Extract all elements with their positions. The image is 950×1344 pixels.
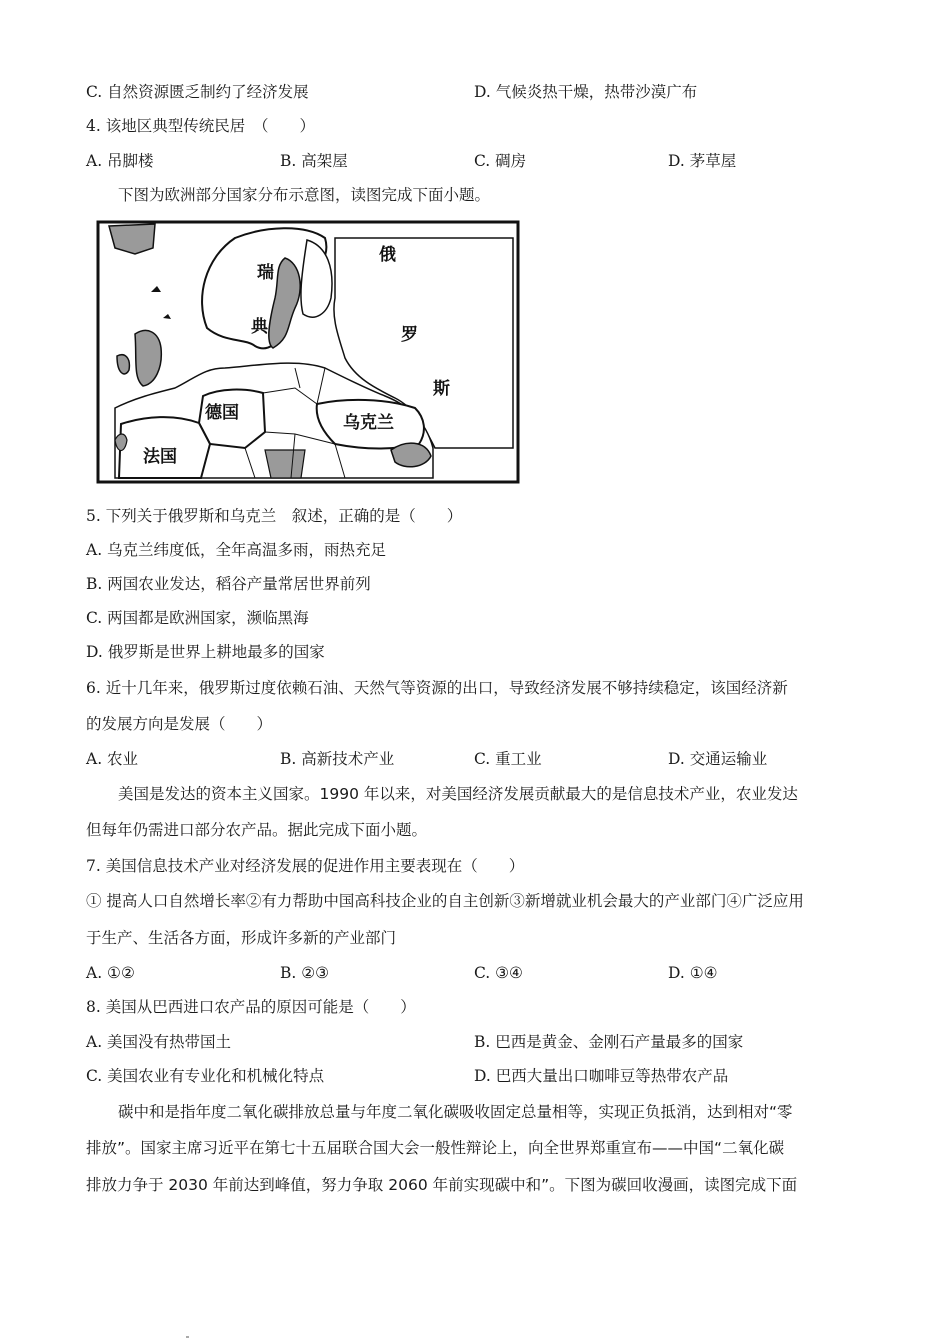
label-russia-2: 罗 bbox=[401, 325, 418, 345]
q8-stem: 8. 美国从巴西进口农产品的原因可能是（ ） bbox=[86, 998, 416, 1016]
q4-option-b: B. 高架屋 bbox=[280, 152, 348, 170]
q7-option-d: D. ①④ bbox=[668, 964, 718, 982]
q5-option-b: B. 两国农业发达，稻谷产量常居世界前列 bbox=[86, 575, 371, 593]
label-russia-3: 斯 bbox=[433, 379, 450, 399]
q3-option-c: C. 自然资源匮乏制约了经济发展 bbox=[86, 83, 309, 101]
q8-option-a: A. 美国没有热带国土 bbox=[86, 1033, 232, 1051]
q8-option-d: D. 巴西大量出口咖啡豆等热带农产品 bbox=[474, 1067, 729, 1085]
q5-option-c: C. 两国都是欧洲国家，濒临黑海 bbox=[86, 609, 309, 627]
q6-option-d: D. 交通运输业 bbox=[668, 750, 768, 768]
q6-stem-line-2: 的发展方向是发展（ ） bbox=[86, 715, 273, 733]
q8-option-c: C. 美国农业有专业化和机械化特点 bbox=[86, 1067, 325, 1085]
q4-option-d: D. 茅草屋 bbox=[668, 152, 737, 170]
q6-option-b: B. 高新技术产业 bbox=[280, 750, 395, 768]
q7-option-a: A. ①② bbox=[86, 964, 135, 982]
q7-option-b: B. ②③ bbox=[280, 964, 330, 982]
black-sea bbox=[391, 443, 431, 467]
carbon-intro-line-1: 碳中和是指年度二氧化碳排放总量与年度二氧化碳吸收固定总量相等，实现正负抵消，达到相对“零 bbox=[118, 1103, 793, 1121]
q6-stem-line-1: 6. 近十几年来，俄罗斯过度依赖石油、天然气等资源的出口，导致经济发展不够持续稳定，该国经济新 bbox=[86, 679, 788, 697]
q6-option-a: A. 农业 bbox=[86, 750, 139, 768]
bay-of-biscay bbox=[115, 434, 127, 451]
q7-items-line-2: 于生产、生活各方面，形成许多新的产业部门 bbox=[86, 929, 397, 947]
q3-option-d: D. 气候炎热干燥，热带沙漠广布 bbox=[474, 83, 698, 101]
q7-stem: 7. 美国信息技术产业对经济发展的促进作用主要表现在（ ） bbox=[86, 857, 525, 875]
label-sweden-1: 瑞 bbox=[257, 263, 274, 283]
q4-option-c: C. 碉房 bbox=[474, 152, 527, 170]
footer-mark bbox=[186, 1336, 189, 1338]
q6-option-c: C. 重工业 bbox=[474, 750, 542, 768]
q5-stem: 5. 下列关于俄罗斯和乌克兰 叙述，正确的是（ ） bbox=[86, 507, 463, 525]
label-france: 法国 bbox=[143, 447, 177, 467]
usa-intro-line-2: 但每年仍需进口部分农产品。据此完成下面小题。 bbox=[86, 821, 428, 839]
label-sweden-2: 典 bbox=[251, 317, 268, 337]
label-germany: 德国 bbox=[205, 403, 239, 423]
q4-stem: 4. 该地区典型传统民居 （ ） bbox=[86, 117, 315, 135]
europe-map bbox=[95, 218, 523, 486]
europe-intro: 下图为欧洲部分国家分布示意图，读图完成下面小题。 bbox=[118, 186, 491, 204]
q7-items-line-1: ① 提高人口自然增长率②有力帮助中国高科技企业的自主创新③新增就业机会最大的产业部门④广泛应用 bbox=[86, 892, 804, 910]
q4-option-a: A. 吊脚楼 bbox=[86, 152, 154, 170]
label-russia-1: 俄 bbox=[379, 245, 396, 265]
q8-option-b: B. 巴西是黄金、金刚石产量最多的国家 bbox=[474, 1033, 744, 1051]
carbon-intro-line-3: 排放力争于 2030 年前达到峰值，努力争取 2060 年前实现碳中和”。下图为碳回收漫画，读图完成下面 bbox=[86, 1176, 798, 1194]
q5-option-d: D. 俄罗斯是世界上耕地最多的国家 bbox=[86, 643, 325, 661]
q7-option-c: C. ③④ bbox=[474, 964, 523, 982]
label-ukraine: 乌克兰 bbox=[343, 413, 394, 433]
q5-option-a: A. 乌克兰纬度低，全年高温多雨，雨热充足 bbox=[86, 541, 387, 559]
adriatic bbox=[265, 450, 305, 478]
usa-intro-line-1: 美国是发达的资本主义国家。1990 年以来，对美国经济发展贡献最大的是信息技术产业，农业发达 bbox=[118, 785, 798, 803]
carbon-intro-line-2: 排放”。国家主席习近平在第七十五届联合国大会一般性辩论上，向全世界郑重宣布——中国“二氧化碳 bbox=[86, 1139, 785, 1157]
